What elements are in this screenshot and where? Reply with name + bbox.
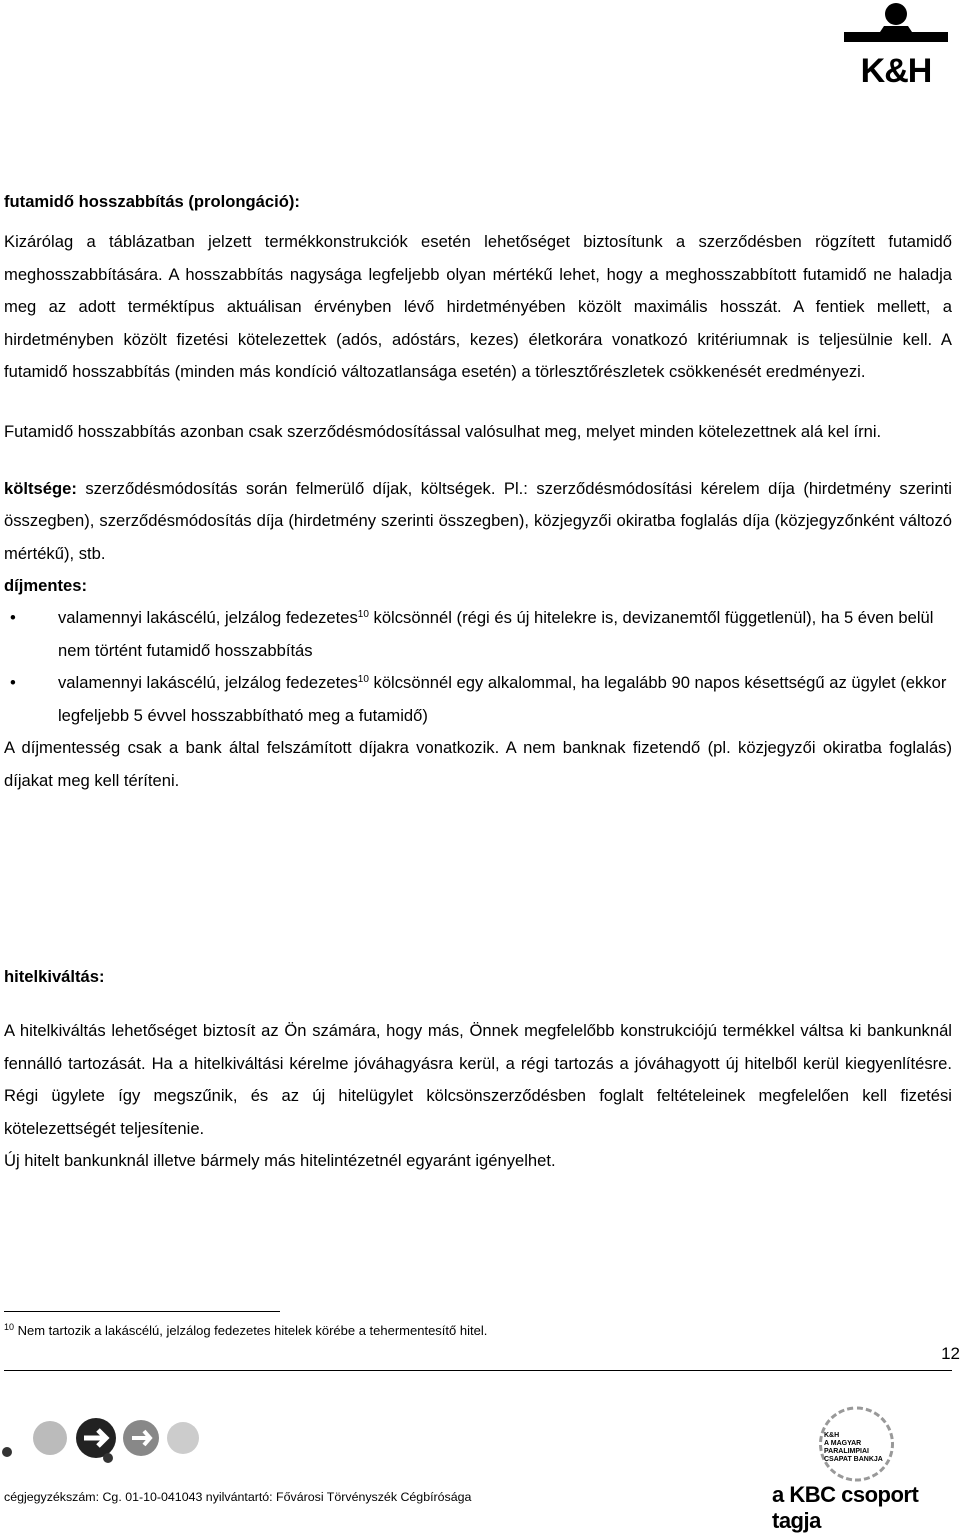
circle-arrow-icon bbox=[167, 1422, 199, 1454]
footnote-ref: 10 bbox=[357, 674, 369, 686]
section-prolongation bbox=[4, 186, 952, 797]
list-item bbox=[4, 667, 952, 732]
bullet2-text-a: valamennyi lakáscélú, jelzálog fedezetes bbox=[58, 673, 358, 693]
page-rule bbox=[4, 1370, 952, 1371]
footer-arrow-icons bbox=[0, 1410, 300, 1470]
kh-logo bbox=[840, 2, 952, 88]
free-label: díjmentes: bbox=[4, 576, 87, 596]
page-number: 12 bbox=[941, 1344, 960, 1363]
heading-refinancing: hitelkiváltás: bbox=[4, 967, 105, 986]
paragraph-free-note: A díjmentesség csak a bank által felszámított díjakra vonatkozik. A nem banknak fizetendő (pl. közjegyzői okiratba foglalás) díjakat meg kell téríteni. bbox=[4, 738, 952, 790]
bullet1-text-a: valamennyi lakáscélú, jelzálog fedezetes bbox=[58, 608, 358, 628]
paragraph-cost bbox=[4, 473, 952, 570]
bullet2-text-b: kölcsönnél egy alkalommal, ha legalább 90 napos késettségű az ügylet (ekkor legfeljebb 5 évvel hosszabbítható meg a futamidő) bbox=[58, 673, 947, 725]
paragraph-refinancing-1: A hitelkiváltás lehetőséget biztosít az Ön számára, hogy más, Önnek megfelelőbb konstrukciójú termékkel váltsa ki bankunknál fennálló tartozását. Ha a hitelkiváltási kérelme jóváhagyásra kerül, a régi tartozás a jóváhagyott új hitelből kerül kiegyenlítésre. Régi ügylete így megszűnik, és az új hitelügylet kölcsönszerződésben foglalt feltételeinek megfelelően kell fizetési kötelezettségét teljesítenie. bbox=[4, 1021, 952, 1138]
footnote-text: Nem tartozik a lakáscélú, jelzálog fedezetes hitelek körébe a tehermentesítő hitel. bbox=[14, 1323, 488, 1338]
badge-line: CSAPAT BANKJA bbox=[824, 1456, 883, 1463]
section-refinancing bbox=[4, 961, 952, 1177]
small-arrow-icon bbox=[103, 1453, 113, 1463]
footnote-number: 10 bbox=[4, 1322, 15, 1332]
badge-line: K&H bbox=[824, 1432, 840, 1439]
badge-line: A MAGYAR bbox=[824, 1440, 862, 1447]
bullet1-text-b: kölcsönnél (régi és új hitelekre is, devizanemtől függetlenül), ha 5 éven belül nem történt futamidő hosszabbítás bbox=[58, 608, 934, 660]
kh-logo-mark bbox=[840, 2, 952, 54]
list-item bbox=[4, 602, 952, 667]
logo-text: K&H bbox=[860, 52, 932, 90]
paragraph-prolongation-1: Kizárólag a táblázatban jelzett termékkonstrukciók esetén lehetőséget biztosítunk a szerződésben rögzített futamidő meghosszabbítására. A hosszabbítás nagysága legfeljebb olyan mértékű lehet, hogy a meghosszabbított futamidő ne haladja meg az adott terméktípus aktuálisan érvényben lévő hirdetményében közölt maximális hosszát. A fentiek mellett, a hirdetményben közölt fizetési kötelezettek (adós, adóstárs, kezes) életkorára vonatkozó kritériumnak is teljesülnie kell. A futamidő hosszabbítás (minden más kondíció változatlansága esetén) a törlesztőrészletek csökkenését eredményezi. bbox=[4, 232, 952, 382]
kbc-group-text: a KBC csoport tagja bbox=[772, 1482, 919, 1533]
footnote-rule bbox=[4, 1311, 280, 1312]
heading-prolongation: futamidő hosszabbítás (prolongáció): bbox=[4, 192, 300, 211]
small-arrow-icon bbox=[2, 1447, 12, 1457]
badge-line: PARALIMPIAI bbox=[824, 1448, 869, 1455]
registration-text: cégjegyzékszám: Cg. 01-10-041043 nyilvántartó: Fővárosi Törvényszék Cégbírósága bbox=[4, 1490, 472, 1504]
paragraph-refinancing-2: Új hitelt bankunknál illetve bármely más hitelintézetnél egyaránt igényelhet. bbox=[4, 1151, 556, 1171]
footnote bbox=[4, 1323, 487, 1338]
cost-label: költsége: bbox=[4, 478, 77, 498]
paralympic-badge bbox=[812, 1404, 902, 1482]
cost-text: szerződésmódosítás során felmerülő díjak, költségek. Pl.: szerződésmódosítási kérelem díja (hirdetmény szerinti összegben), szerződésmódosítás díja (hirdetmény szerinti összegben), közjegyzői okiratba foglalás díja (közjegyzőnként változó mértékű), stb. bbox=[4, 478, 952, 563]
paragraph-prolongation-2: Futamidő hosszabbítás azonban csak szerződésmódosítással valósulhat meg, melyet minden kötelezettnek alá kel írni. bbox=[4, 422, 882, 442]
footnote-ref: 10 bbox=[357, 609, 369, 621]
circle-arrow-icon bbox=[33, 1421, 67, 1455]
